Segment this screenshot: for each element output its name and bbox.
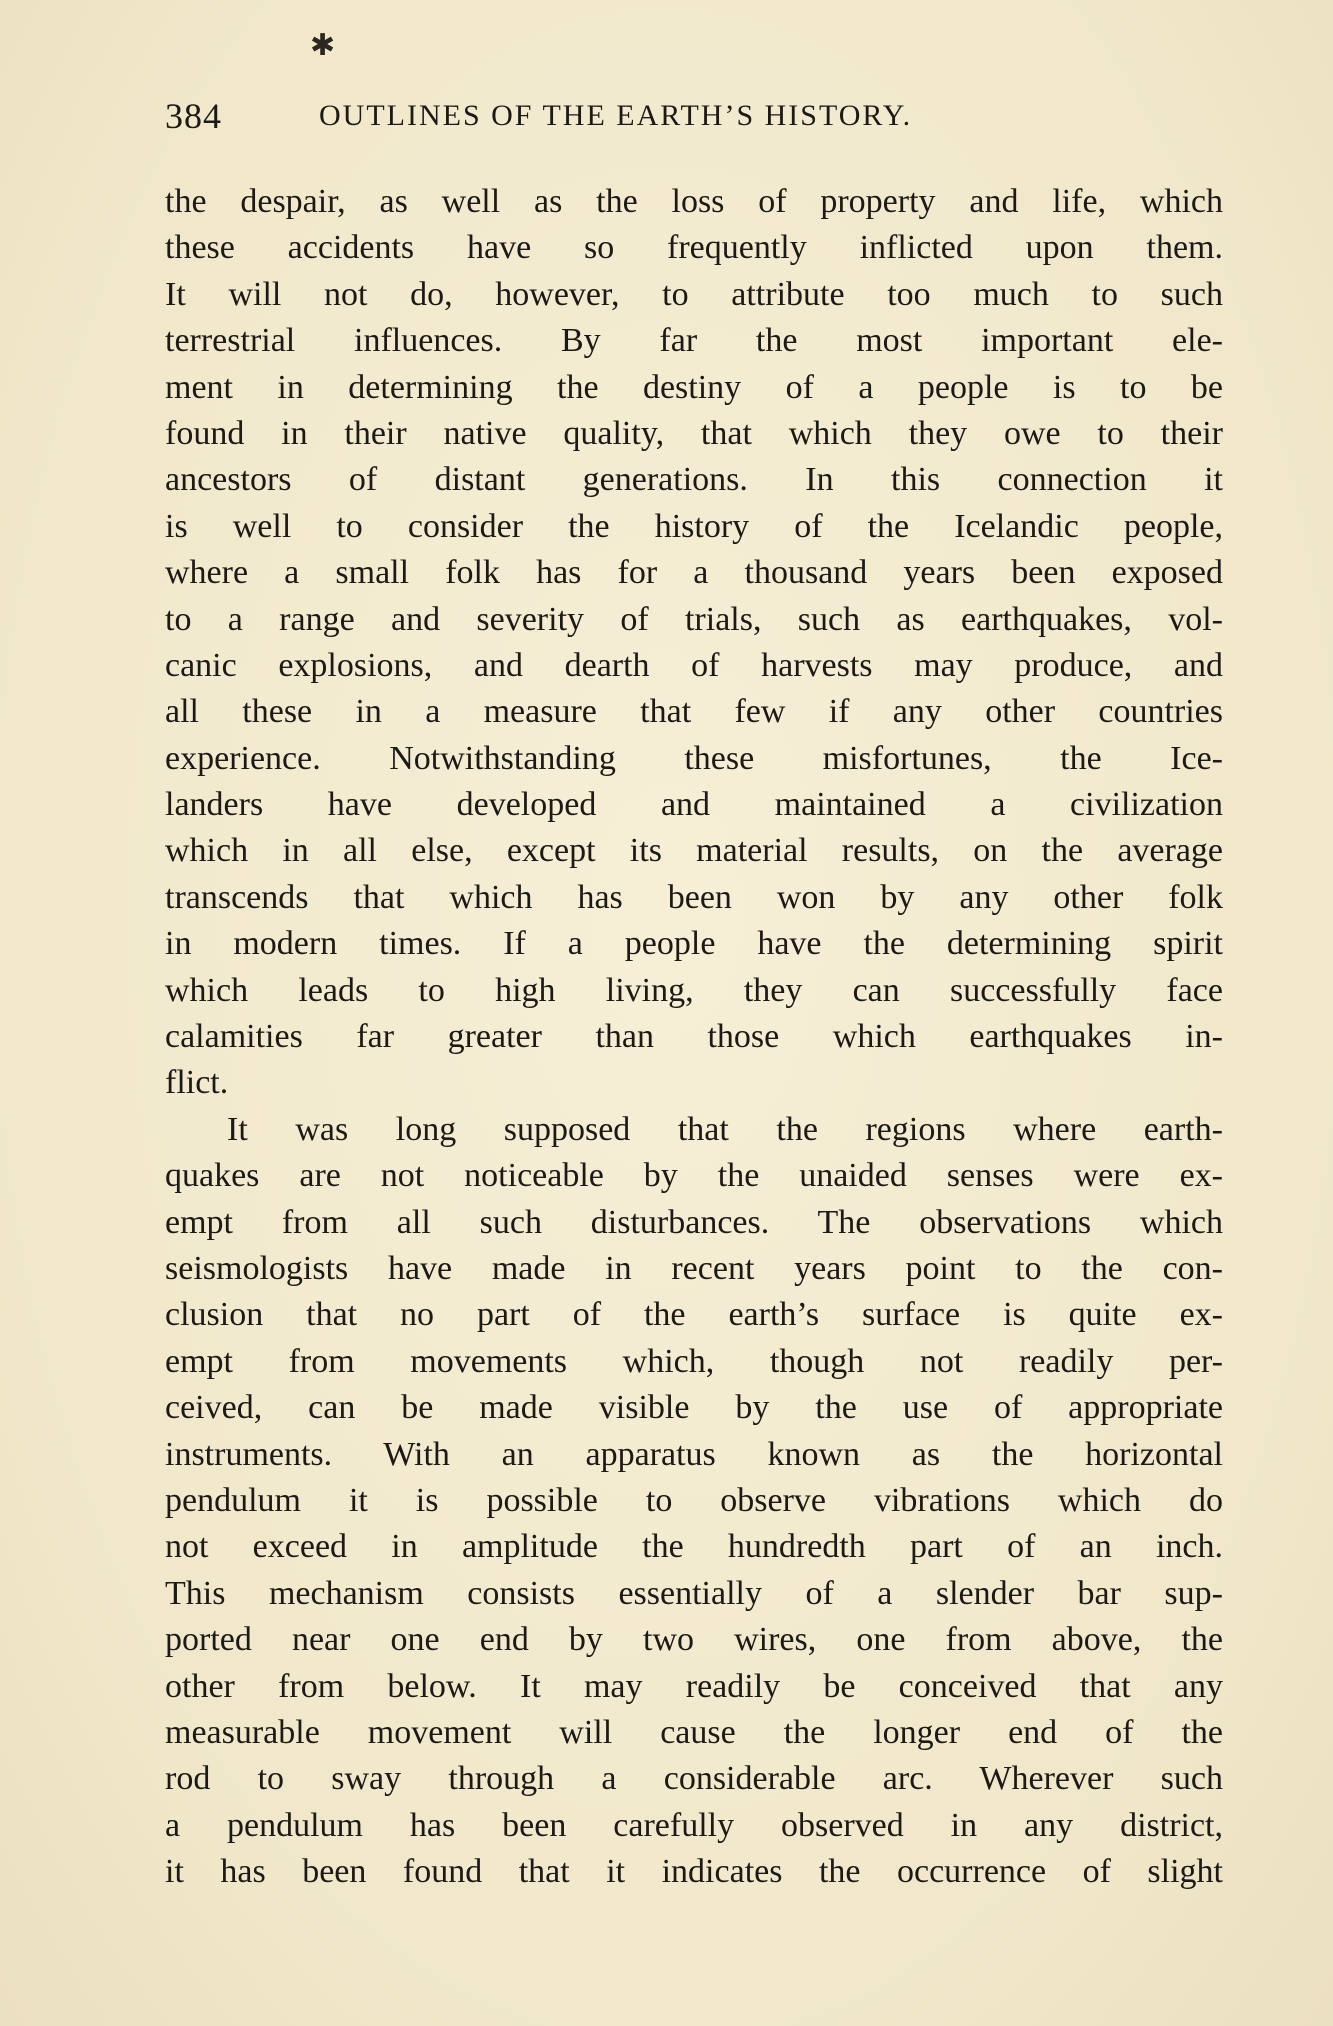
text-line: not exceed in amplitude the hundredth part of an inch. xyxy=(165,1528,1223,1566)
text-line: seismologists have made in recent years point to the con- xyxy=(165,1249,1223,1287)
text-line: to a range and severity of trials, such as earthquakes, vol- xyxy=(165,600,1223,638)
text-line: ment in determining the destiny of a people is to be xyxy=(165,368,1223,406)
text-line: It will not do, however, to attribute too much to such xyxy=(165,275,1223,313)
text-line: all these in a measure that few if any other countries xyxy=(165,693,1223,731)
text-line: is well to consider the history of the Icelandic people, xyxy=(165,507,1223,545)
text-line: pendulum it is possible to observe vibrations which do xyxy=(165,1481,1223,1519)
paragraph-end-line: flict. xyxy=(165,1064,229,1102)
text-line: measurable movement will cause the longer end of the xyxy=(165,1713,1223,1751)
text-line: which leads to high living, they can successfully face xyxy=(165,971,1223,1009)
text-line: other from below. It may readily be conceived that any xyxy=(165,1667,1223,1705)
text-line: transcends that which has been won by any other folk xyxy=(165,878,1223,916)
text-line: terrestrial influences. By far the most important ele- xyxy=(165,322,1223,360)
text-line: empt from movements which, though not readily per- xyxy=(165,1342,1223,1380)
body-text xyxy=(165,179,1223,1895)
text-line: ceived, can be made visible by the use of appropriate xyxy=(165,1389,1223,1427)
paragraph-start-line: It was long supposed that the regions where earth- xyxy=(227,1110,1223,1148)
text-line: which in all else, except its material results, on the average xyxy=(165,832,1223,870)
page-number: 384 xyxy=(165,96,222,136)
text-line: ported near one end by two wires, one from above, the xyxy=(165,1621,1223,1659)
asterisk-mark: ✱ xyxy=(310,28,336,63)
text-line: found in their native quality, that which they owe to their xyxy=(165,414,1223,452)
text-line: experience. Notwithstanding these misfortunes, the Ice- xyxy=(165,739,1223,777)
text-line: a pendulum has been carefully observed in any district, xyxy=(165,1806,1223,1844)
text-line: landers have developed and maintained a civilization xyxy=(165,786,1223,824)
text-line: these accidents have so frequently inflicted upon them. xyxy=(165,229,1223,267)
text-line: canic explosions, and dearth of harvests may produce, and xyxy=(165,646,1223,684)
text-line: where a small folk has for a thousand years been exposed xyxy=(165,554,1223,592)
running-header xyxy=(165,94,1225,142)
text-line: instruments. With an apparatus known as the horizontal xyxy=(165,1435,1223,1473)
running-title: OUTLINES OF THE EARTH’S HISTORY. xyxy=(319,99,913,132)
text-line: rod to sway through a considerable arc. Wherever such xyxy=(165,1760,1223,1798)
text-line: in modern times. If a people have the determining spirit xyxy=(165,925,1223,963)
text-line: This mechanism consists essentially of a slender bar sup- xyxy=(165,1574,1223,1612)
text-line: ancestors of distant generations. In this connection it xyxy=(165,461,1223,499)
text-line: empt from all such disturbances. The observations which xyxy=(165,1203,1223,1241)
text-line: the despair, as well as the loss of property and life, which xyxy=(165,183,1223,220)
text-line: calamities far greater than those which earthquakes in- xyxy=(165,1018,1223,1056)
text-line: quakes are not noticeable by the unaided senses were ex- xyxy=(165,1157,1223,1195)
text-line: clusion that no part of the earth’s surface is quite ex- xyxy=(165,1296,1223,1334)
text-line: it has been found that it indicates the occurrence of slight xyxy=(165,1853,1223,1891)
